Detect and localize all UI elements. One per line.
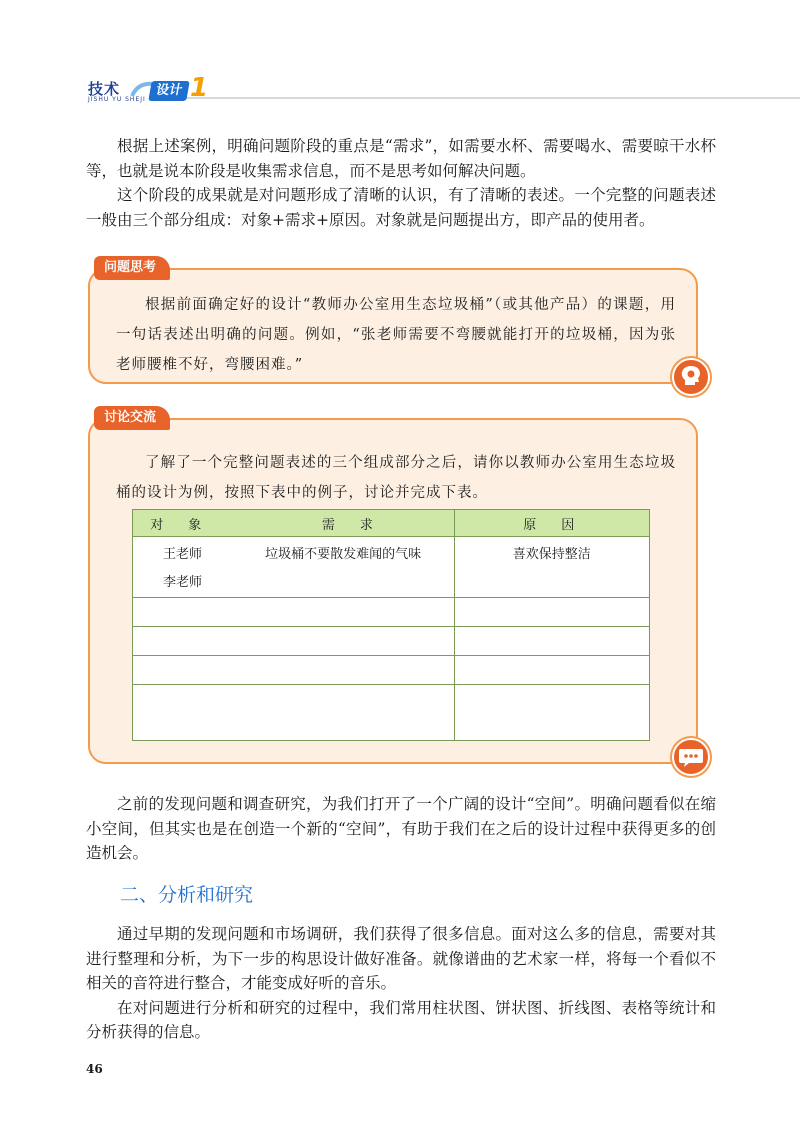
chat-bubble-icon — [672, 738, 710, 776]
discuss-tag: 讨论交流 — [94, 406, 170, 430]
need-text: 垃圾桶不要散发难闻的气味 — [265, 547, 422, 562]
header-need: 需 求 — [321, 517, 379, 533]
header-subject: 对 象 — [150, 517, 208, 533]
discuss-text — [116, 448, 676, 508]
table-header-subject-need — [133, 510, 455, 537]
table-header-row — [133, 510, 650, 537]
body-text-1 — [86, 792, 716, 866]
body-text-2 — [86, 922, 716, 1045]
subject-li: 李老师 — [163, 575, 203, 590]
subject-wang: 王老师 — [163, 547, 203, 562]
problem-table — [132, 509, 650, 741]
think-tag: 问题思考 — [94, 256, 170, 280]
section-title: 二、分析和研究 — [120, 884, 254, 906]
brand-design: 设计 — [148, 81, 190, 101]
table-cell-subject-need — [133, 537, 455, 598]
body-paragraph-4: 通过早期的发现问题和市场调研，我们获得了很多信息。面对这么多的信息，需要对其进行整理和分析，为下一步的构思设计做好准备。就像谱曲的艺术家一样，将每一个看似不相关的音符进行整合，才能变成好听的音乐。 — [86, 925, 716, 992]
body-paragraph-3: 之前的发现问题和调查研究，为我们打开了一个广阔的设计“空间”。明确问题看似在缩小空间，但其实也是在创造一个新的“空间”，有助于我们在之后的设计过程中获得更多的创造机会。 — [86, 795, 716, 862]
brand-main: 技术 — [88, 80, 121, 98]
think-callout — [88, 260, 698, 384]
table-row — [133, 656, 650, 685]
intro-paragraph-2: 这个阶段的成果就是对问题形成了清晰的认识，有了清晰的表述。一个完整的问题表述一般由三个部分组成：对象+需求+原因。对象就是问题提出方，即产品的使用者。 — [86, 186, 716, 229]
table-row — [133, 537, 650, 598]
table-row — [133, 685, 650, 741]
table-row — [133, 598, 650, 627]
intro-text — [86, 134, 716, 232]
header-rule — [180, 97, 800, 99]
reason-text: 喜欢保持整洁 — [512, 547, 591, 562]
page-header — [0, 70, 800, 110]
table-row — [133, 627, 650, 656]
brand-subtitle: JISHU YU SHEJI — [88, 96, 146, 103]
header-reason: 原 因 — [454, 510, 649, 537]
body-paragraph-5: 在对问题进行分析和研究的过程中，我们常用柱状图、饼状图、折线图、表格等统计和分析获得的信息。 — [86, 998, 716, 1041]
brand-number: 1 — [190, 73, 209, 103]
table-cell-reason — [454, 537, 649, 598]
discuss-paragraph: 了解了一个完整问题表述的三个组成部分之后，请你以教师办公室用生态垃圾桶的设计为例，按照下表中的例子，讨论并完成下表。 — [116, 455, 676, 501]
head-bulb-icon — [672, 358, 710, 396]
think-paragraph: 根据前面确定好的设计“教师办公室用生态垃圾桶”（或其他产品）的课题，用一句话表述出明确的问题。例如，“张老师需要不弯腰就能打开的垃圾桶，因为张老师腰椎不好，弯腰困难。” — [116, 297, 676, 373]
page-number: 46 — [86, 1062, 103, 1076]
intro-paragraph-1: 根据上述案例，明确问题阶段的重点是“需求”，如需要水杯、需要喝水、需要晾干水杯等，也就是说本阶段是收集需求信息，而不是思考如何解决问题。 — [86, 137, 716, 180]
think-text — [116, 290, 676, 380]
